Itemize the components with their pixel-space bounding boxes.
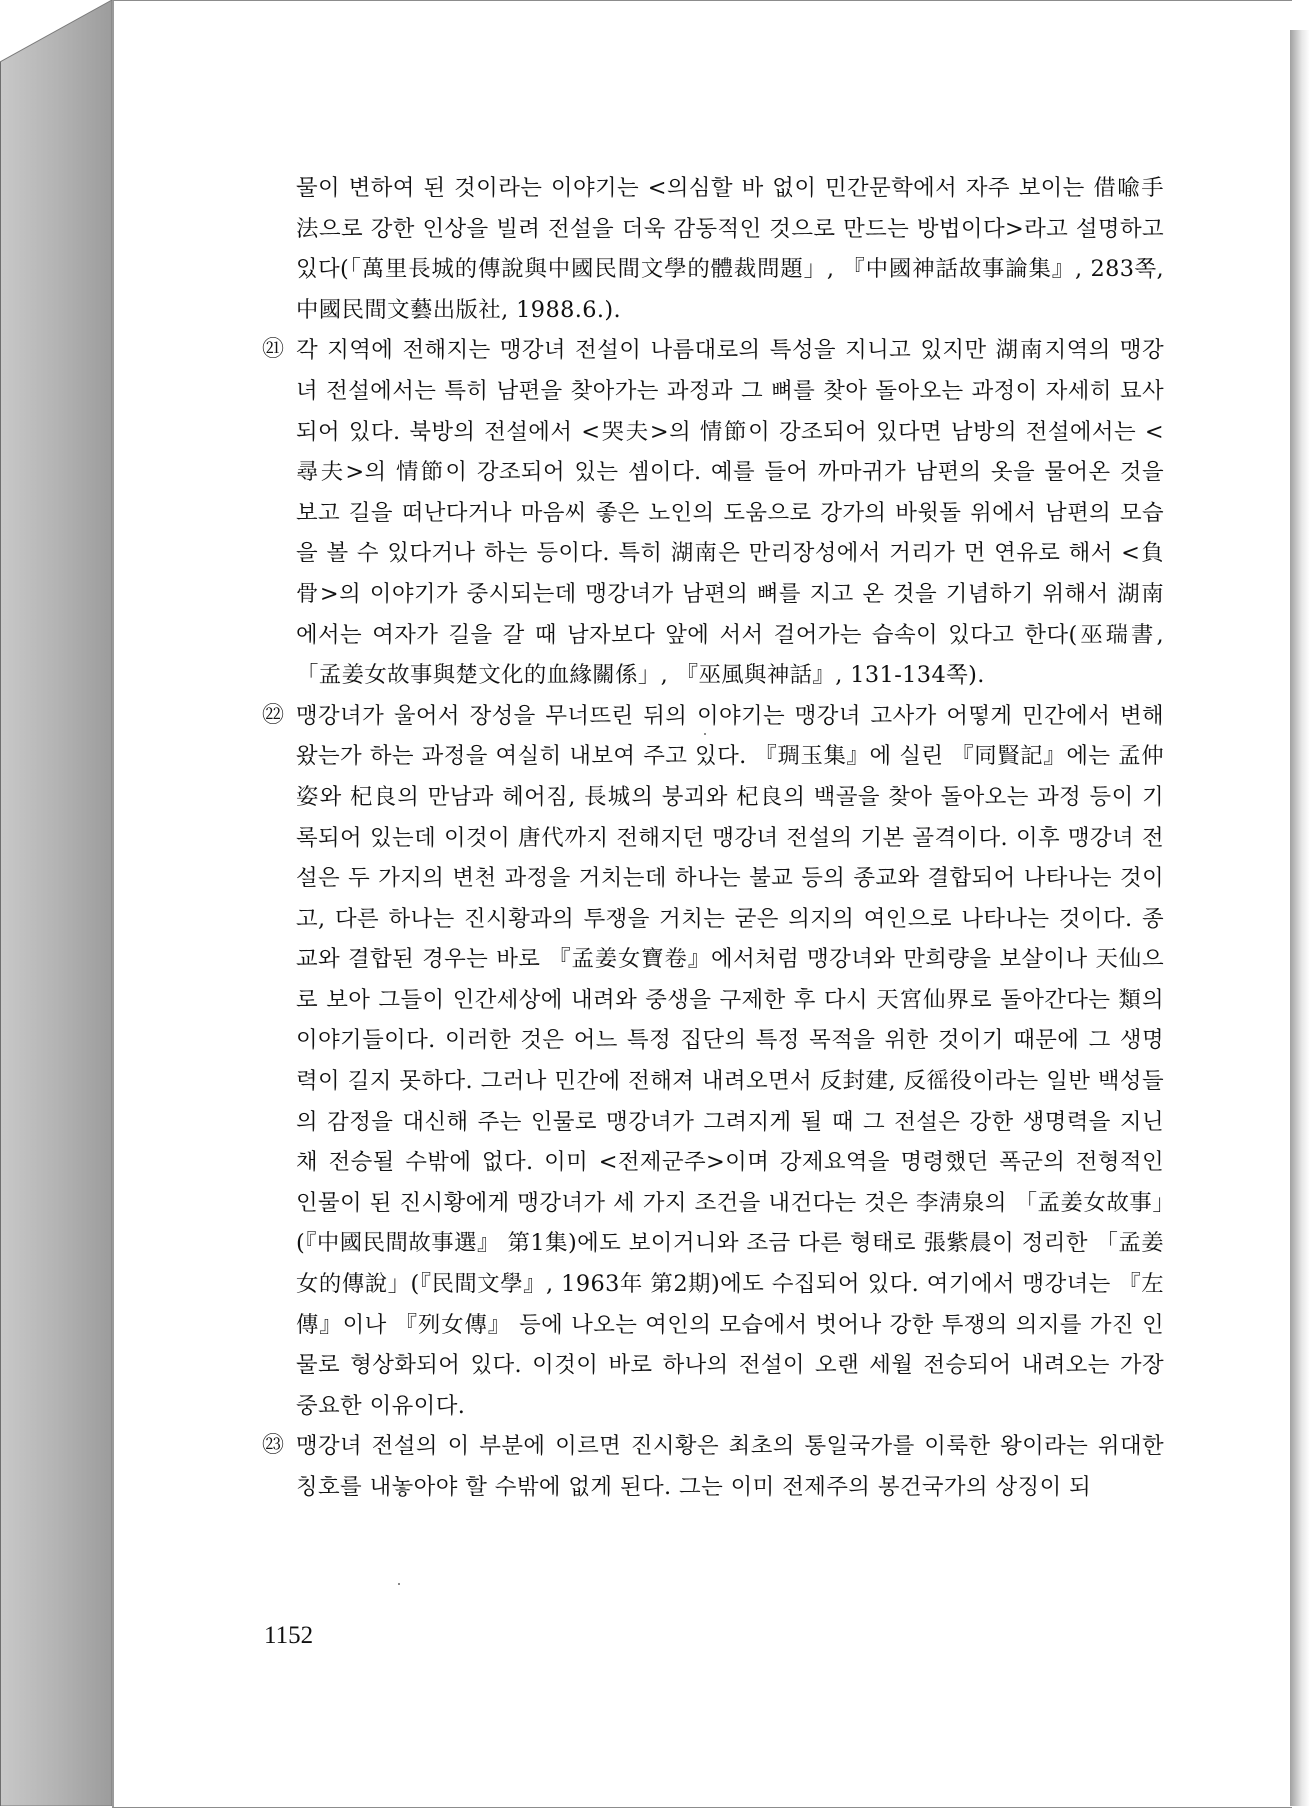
footnote-21 xyxy=(264,330,1164,695)
scan-speck xyxy=(704,733,706,735)
page-shadow xyxy=(1290,30,1310,1806)
footnote-continuation xyxy=(264,168,1164,330)
footnote-22 xyxy=(264,696,1164,1427)
footnote-marker: ㉓ xyxy=(262,1433,285,1459)
footnote-marker: ㉒ xyxy=(262,702,285,728)
footnote-text: 각 지역에 전해지는 맹강녀 전설이 나름대로의 특성을 지니고 있지만 湖南지역의 맹강녀 전설에서는 특히 남편을 찾아가는 과정과 그 뼈를 찾아 돌아오는 과정이 자세히 묘사되어 있다. 북방의 전설에서 <哭夫>의 情節이 강조되어 있다면 남방의 전설에서는 <尋夫>의 情節이 강조되어 있는 셈이다. 예를 들어 까마귀가 남편의 옷을 물어온 것을 보고 길을 떠난다거나 마음씨 좋은 노인의 도움으로 강가의 바윗돌 위에서 남편의 모습을 볼 수 있다거나 하는 등이다. 특히 湖南은 만리장성에서 거리가 먼 연유로 해서 <負骨>의 이야기가 중시되는데 맹강녀가 남편의 뼈를 지고 온 것을 기념하기 위해서 湖南에서는 여자가 길을 갈 때 남자보다 앞에 서서 걸어가는 습속이 있다고 한다(巫瑞書, 「孟姜女故事與楚文化的血緣關係」, 『巫風與神話』, 131-134쪽). xyxy=(296,337,1164,689)
footnote-text: 맹강녀 전설의 이 부분에 이르면 진시황은 최초의 통일국가를 이룩한 왕이라는 위대한 칭호를 내놓아야 할 수밖에 없게 된다. 그는 이미 전제주의 봉건국가의 상징이 되 xyxy=(296,1433,1164,1500)
footnote-23 xyxy=(264,1426,1164,1507)
page-number: 1152 xyxy=(264,1622,314,1649)
scan-speck xyxy=(398,1583,400,1585)
footnote-text: 맹강녀가 울어서 장성을 무너뜨린 뒤의 이야기는 맹강녀 고사가 어떻게 민간에서 변해왔는가 하는 과정을 여실히 내보여 주고 있다. 『琱玉集』에 실린 『同賢記』에는 孟仲姿와 杞良의 만남과 헤어짐, 長城의 붕괴와 杞良의 백골을 찾아 돌아오는 과정 등이 기록되어 있는데 이것이 唐代까지 전해지던 맹강녀 전설의 기본 골격이다. 이후 맹강녀 전설은 두 가지의 변천 과정을 거치는데 하나는 불교 등의 종교와 결합되어 나타나는 것이고, 다른 하나는 진시황과의 투쟁을 거치는 굳은 의지의 여인으로 나타나는 것이다. 종교와 결합된 경우는 바로 『孟姜女寶卷』에서처럼 맹강녀와 만희량을 보살이나 天仙으로 보아 그들이 인간세상에 내려와 중생을 구제한 후 다시 天宮仙界로 돌아간다는 類의 이야기들이다. 이러한 것은 어느 특정 집단의 특정 목적을 위한 것이기 때문에 그 생명력이 길지 못하다. 그러나 민간에 전해져 내려오면서 反封建, 反徭役이라는 일반 백성들의 감정을 대신해 주는 인물로 맹강녀가 그려지게 될 때 그 전설은 강한 생명력을 지닌 채 전승될 수밖에 없다. 이미 <전제군주>이며 강제요역을 명령했던 폭군의 전형적인 인물이 된 진시황에게 맹강녀가 세 가지 조건을 내건다는 것은 李淸泉의 「孟姜女故事」(『中國民間故事選』 第1集)에도 보이거니와 조금 다른 형태로 張紫晨이 정리한 「孟姜女的傳說」(『民間文學』, 1963年 第2期)에도 수집되어 있다. 여기에서 맹강녀는 『左傳』이나 『列女傳』 등에 나오는 여인의 모습에서 벗어나 강한 투쟁의 의지를 가진 인물로 형상화되어 있다. 이것이 바로 하나의 전설이 오랜 세월 전승되어 내려오는 가장 중요한 이유이다. xyxy=(296,702,1164,1419)
footnotes-block xyxy=(264,168,1164,1508)
footnote-marker: ㉑ xyxy=(262,337,285,363)
footnote-text: 물이 변하여 된 것이라는 이야기는 <의심할 바 없이 민간문학에서 자주 보이는 借喩手法으로 강한 인상을 빌려 전설을 더욱 감동적인 것으로 만드는 방법이다>라고 설명하고 있다(「萬里長城的傳說與中國民間文學的體裁問題」, 『中國神話故事論集』, 283쪽, 中國民間文藝出版社, 1988.6.). xyxy=(296,175,1164,323)
